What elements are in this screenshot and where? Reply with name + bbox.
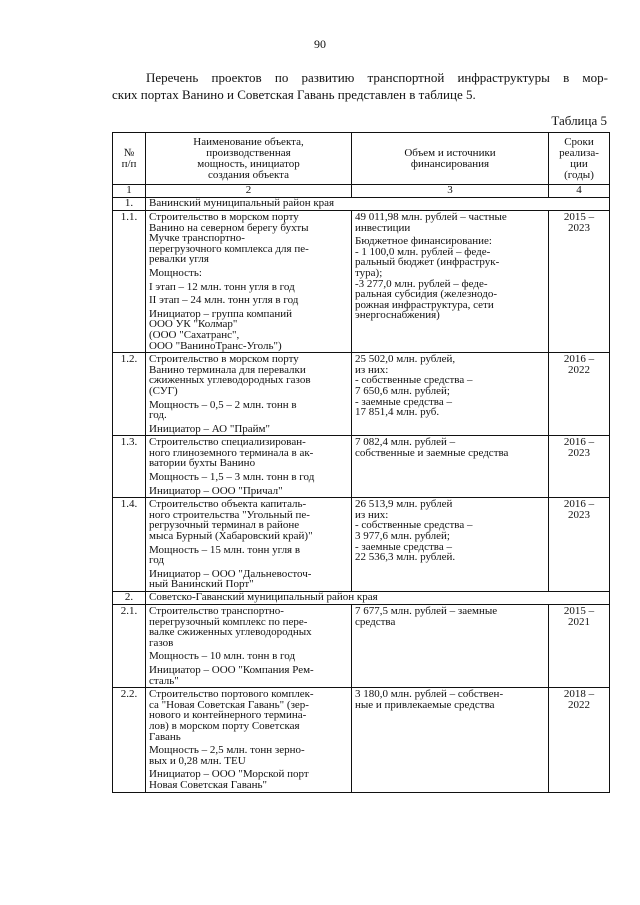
cell-line: перегрузочный комплекс по пере-: [149, 615, 308, 628]
cell-line: 7 650,6 млн. рублей;: [355, 384, 450, 397]
column-number: 1: [113, 185, 146, 198]
cell-line: 2018 –: [563, 688, 595, 701]
period-cell: [549, 605, 610, 688]
period-cell: [549, 436, 610, 498]
table-row: [113, 436, 610, 498]
section-number: 2.: [113, 592, 146, 605]
cell-line: Мощность – 10 млн. тонн в год: [149, 650, 296, 663]
cell-line: создания объекта: [207, 168, 289, 181]
cell-line: Инициатор – ООО "Компания Рем-: [149, 663, 314, 676]
intro-line-1: Перечень проектов по развитию транспортной инфраструктуры в мор-: [146, 70, 608, 85]
financing-cell: [352, 436, 549, 498]
cell-line: (годы): [564, 168, 594, 181]
cell-line: 2016 –: [563, 353, 595, 366]
row-number: 1.4.: [113, 498, 146, 592]
cell-line: - заемные средства –: [355, 395, 452, 408]
cell-line: регрузочный терминал в районе: [149, 519, 300, 532]
cell-line: 49 011,98 млн. рублей – частные: [355, 211, 507, 223]
cell-line: лов) в морском порту Советская: [149, 719, 300, 732]
cell-line: 3 977,6 млн. рублей;: [355, 530, 450, 543]
cell-line: ральный бюджет (инфраструк-: [355, 256, 500, 269]
cell-line: 7 677,5 млн. рублей – заемные: [355, 605, 498, 617]
cell-line: 22 536,3 млн. рублей.: [355, 551, 456, 564]
cell-line: Мощность – 0,5 – 2 млн. тонн в: [149, 398, 297, 411]
cell-line: сталь": [149, 674, 179, 687]
cell-line: 2022: [568, 698, 590, 711]
cell-line: Бюджетное финансирование:: [355, 235, 492, 248]
cell-line: Строительство в морском порту: [149, 353, 299, 366]
cell-line: Инициатор – ООО "Морской порт: [149, 768, 309, 781]
column-number: 3: [352, 185, 549, 198]
cell-line: собственные и заемные средства: [355, 446, 509, 459]
cell-line: 2021: [568, 615, 590, 628]
object-cell: [146, 436, 352, 498]
cell-line: Мощность – 2,5 млн. тонн зерно-: [149, 744, 305, 757]
cell-line: Ванино на северном берегу бухты: [149, 221, 309, 234]
cell-line: 2015 –: [563, 605, 595, 617]
cell-line: II этап – 24 млн. тонн угля в год: [149, 294, 299, 307]
table-row: [113, 688, 610, 792]
cell-line: из них:: [355, 363, 389, 376]
cell-line: 3 180,0 млн. рублей – собствен-: [355, 688, 504, 701]
cell-line: 2015 –: [563, 211, 595, 223]
cell-line: Наименование объекта,: [193, 135, 304, 148]
cell-line: Строительство транспортно-: [149, 605, 284, 617]
cell-line: - заемные средства –: [355, 540, 452, 553]
intro-line-2: ских портах Ванино и Советская Гавань представлен в таблице 5.: [112, 87, 476, 102]
cell-line: Новая Советская Гавань": [149, 778, 268, 791]
cell-line: энергоснабжения): [355, 309, 440, 322]
row-number: 1.3.: [113, 436, 146, 498]
cell-line: ватории бухты Ванино: [149, 457, 256, 470]
cell-line: средства: [355, 615, 396, 628]
cell-line: из них:: [355, 508, 389, 521]
cell-line: (ООО "Сахатранс",: [149, 328, 240, 341]
cell-line: нового и контейнерного термина-: [149, 709, 307, 722]
cell-line: перегрузочного комплекса для пе-: [149, 242, 309, 255]
cell-line: мощность, инициатор: [197, 157, 300, 170]
column-number: 4: [549, 185, 610, 198]
table-row: [113, 353, 610, 436]
cell-line: ревалки угля: [149, 253, 209, 266]
table-row: [113, 498, 610, 592]
cell-line: Гавань: [149, 730, 181, 743]
cell-line: вых и 0,28 млн. TEU: [149, 754, 246, 767]
financing-cell: [352, 353, 549, 436]
intro-paragraph: [112, 69, 608, 103]
cell-line: 2023: [568, 221, 590, 234]
cell-line: Строительство специализирован-: [149, 436, 306, 449]
table-row: [113, 211, 610, 353]
cell-line: Инициатор – группа компаний: [149, 307, 292, 320]
cell-line: рожная инфраструктура, сети: [355, 298, 494, 311]
cell-line: сжиженных углеводородных газов: [149, 374, 311, 387]
cell-line: Строительство объекта капиталь-: [149, 498, 307, 511]
financing-cell: [352, 605, 549, 688]
row-number: 1.1.: [113, 211, 146, 353]
cell-line: са "Новая Советская Гавань" (зер-: [149, 698, 309, 711]
cell-line: - собственные средства –: [355, 374, 473, 387]
cell-line: Инициатор – ООО "Причал": [149, 484, 283, 497]
header-financing: [352, 133, 549, 185]
cell-line: производственная: [206, 146, 291, 159]
cell-line: - собственные средства –: [355, 519, 473, 532]
object-cell: [146, 353, 352, 436]
section-title: Советско-Гаванский муниципальный район края: [146, 592, 610, 605]
cell-line: ООО УК "Колмар": [149, 318, 238, 331]
cell-line: газов: [149, 636, 174, 649]
projects-table: [112, 132, 610, 793]
cell-line: год: [149, 554, 165, 567]
cell-line: 2016 –: [563, 436, 595, 449]
header-period: [549, 133, 610, 185]
cell-line: ного глиноземного терминала в ак-: [149, 446, 314, 459]
cell-line: Сроки: [564, 135, 594, 148]
cell-line: 25 502,0 млн. рублей,: [355, 353, 456, 366]
table-caption: Таблица 5: [551, 113, 607, 128]
table-header-row: [113, 133, 610, 185]
header-number: [113, 133, 146, 185]
cell-line: инвестиции: [355, 221, 411, 234]
cell-line: 2023: [568, 508, 590, 521]
cell-line: (СУГ): [149, 384, 178, 397]
section-number: 1.: [113, 198, 146, 211]
cell-line: Инициатор – АО "Прайм": [149, 422, 270, 435]
cell-line: ции: [570, 157, 588, 170]
row-number: 1.2.: [113, 353, 146, 436]
cell-line: 2022: [568, 363, 590, 376]
cell-line: валке сжиженных углеводородных: [149, 626, 312, 639]
cell-line: Инициатор – ООО "Дальневосточ-: [149, 567, 312, 580]
object-cell: [146, 498, 352, 592]
column-number: 2: [146, 185, 352, 198]
object-cell: [146, 211, 352, 353]
cell-line: ООО "ВаниноТранс-Уголь"): [149, 339, 282, 352]
period-cell: [549, 498, 610, 592]
cell-line: 17 851,4 млн. руб.: [355, 406, 440, 419]
financing-cell: [352, 688, 549, 792]
cell-line: реализа-: [559, 146, 599, 159]
financing-cell: [352, 211, 549, 353]
cell-line: Мощность – 15 млн. тонн угля в: [149, 543, 301, 556]
cell-line: 2023: [568, 446, 590, 459]
cell-line: Ванино терминала для перевалки: [149, 363, 306, 376]
cell-line: Мощность:: [149, 266, 202, 279]
cell-line: ные и привлекаемые средства: [355, 698, 495, 711]
section-title: Ванинский муниципальный район края: [146, 198, 610, 211]
cell-line: мыса Бурный (Хабаровский край)": [149, 530, 313, 543]
cell-line: год.: [149, 409, 167, 422]
financing-cell: [352, 498, 549, 592]
cell-line: Строительство портового комплек-: [149, 688, 314, 701]
table-row: [113, 605, 610, 688]
period-cell: [549, 353, 610, 436]
period-cell: [549, 211, 610, 353]
cell-line: - 1 100,0 млн. рублей – феде-: [355, 245, 491, 258]
cell-line: -3 277,0 млн. рублей – феде-: [355, 277, 488, 290]
section-row: [113, 592, 610, 605]
cell-line: 26 513,9 млн. рублей: [355, 498, 453, 511]
header-object: [146, 133, 352, 185]
cell-line: Строительство в морском порту: [149, 211, 299, 223]
cell-line: тура);: [355, 266, 383, 279]
section-row: [113, 198, 610, 211]
page-number: 90: [314, 37, 326, 51]
cell-line: ный Ванинский Порт": [149, 578, 254, 591]
cell-line: 2016 –: [563, 498, 595, 511]
cell-line: Объем и источники: [404, 146, 496, 159]
cell-line: финансирования: [410, 157, 490, 170]
cell-line: ного строительства "Угольный пе-: [149, 508, 310, 521]
cell-line: ральная субсидия (железнодо-: [355, 288, 497, 301]
cell-line: №: [123, 146, 135, 159]
column-numbers-row: [113, 185, 610, 198]
cell-line: Мучке транспортно-: [149, 232, 245, 245]
row-number: 2.1.: [113, 605, 146, 688]
row-number: 2.2.: [113, 688, 146, 792]
object-cell: [146, 605, 352, 688]
object-cell: [146, 688, 352, 792]
cell-line: I этап – 12 млн. тонн угля в год: [149, 280, 295, 293]
cell-line: Мощность – 1,5 – 3 млн. тонн в год: [149, 471, 315, 484]
cell-line: 7 082,4 млн. рублей –: [355, 436, 456, 449]
cell-line: п/п: [121, 157, 137, 170]
period-cell: [549, 688, 610, 792]
